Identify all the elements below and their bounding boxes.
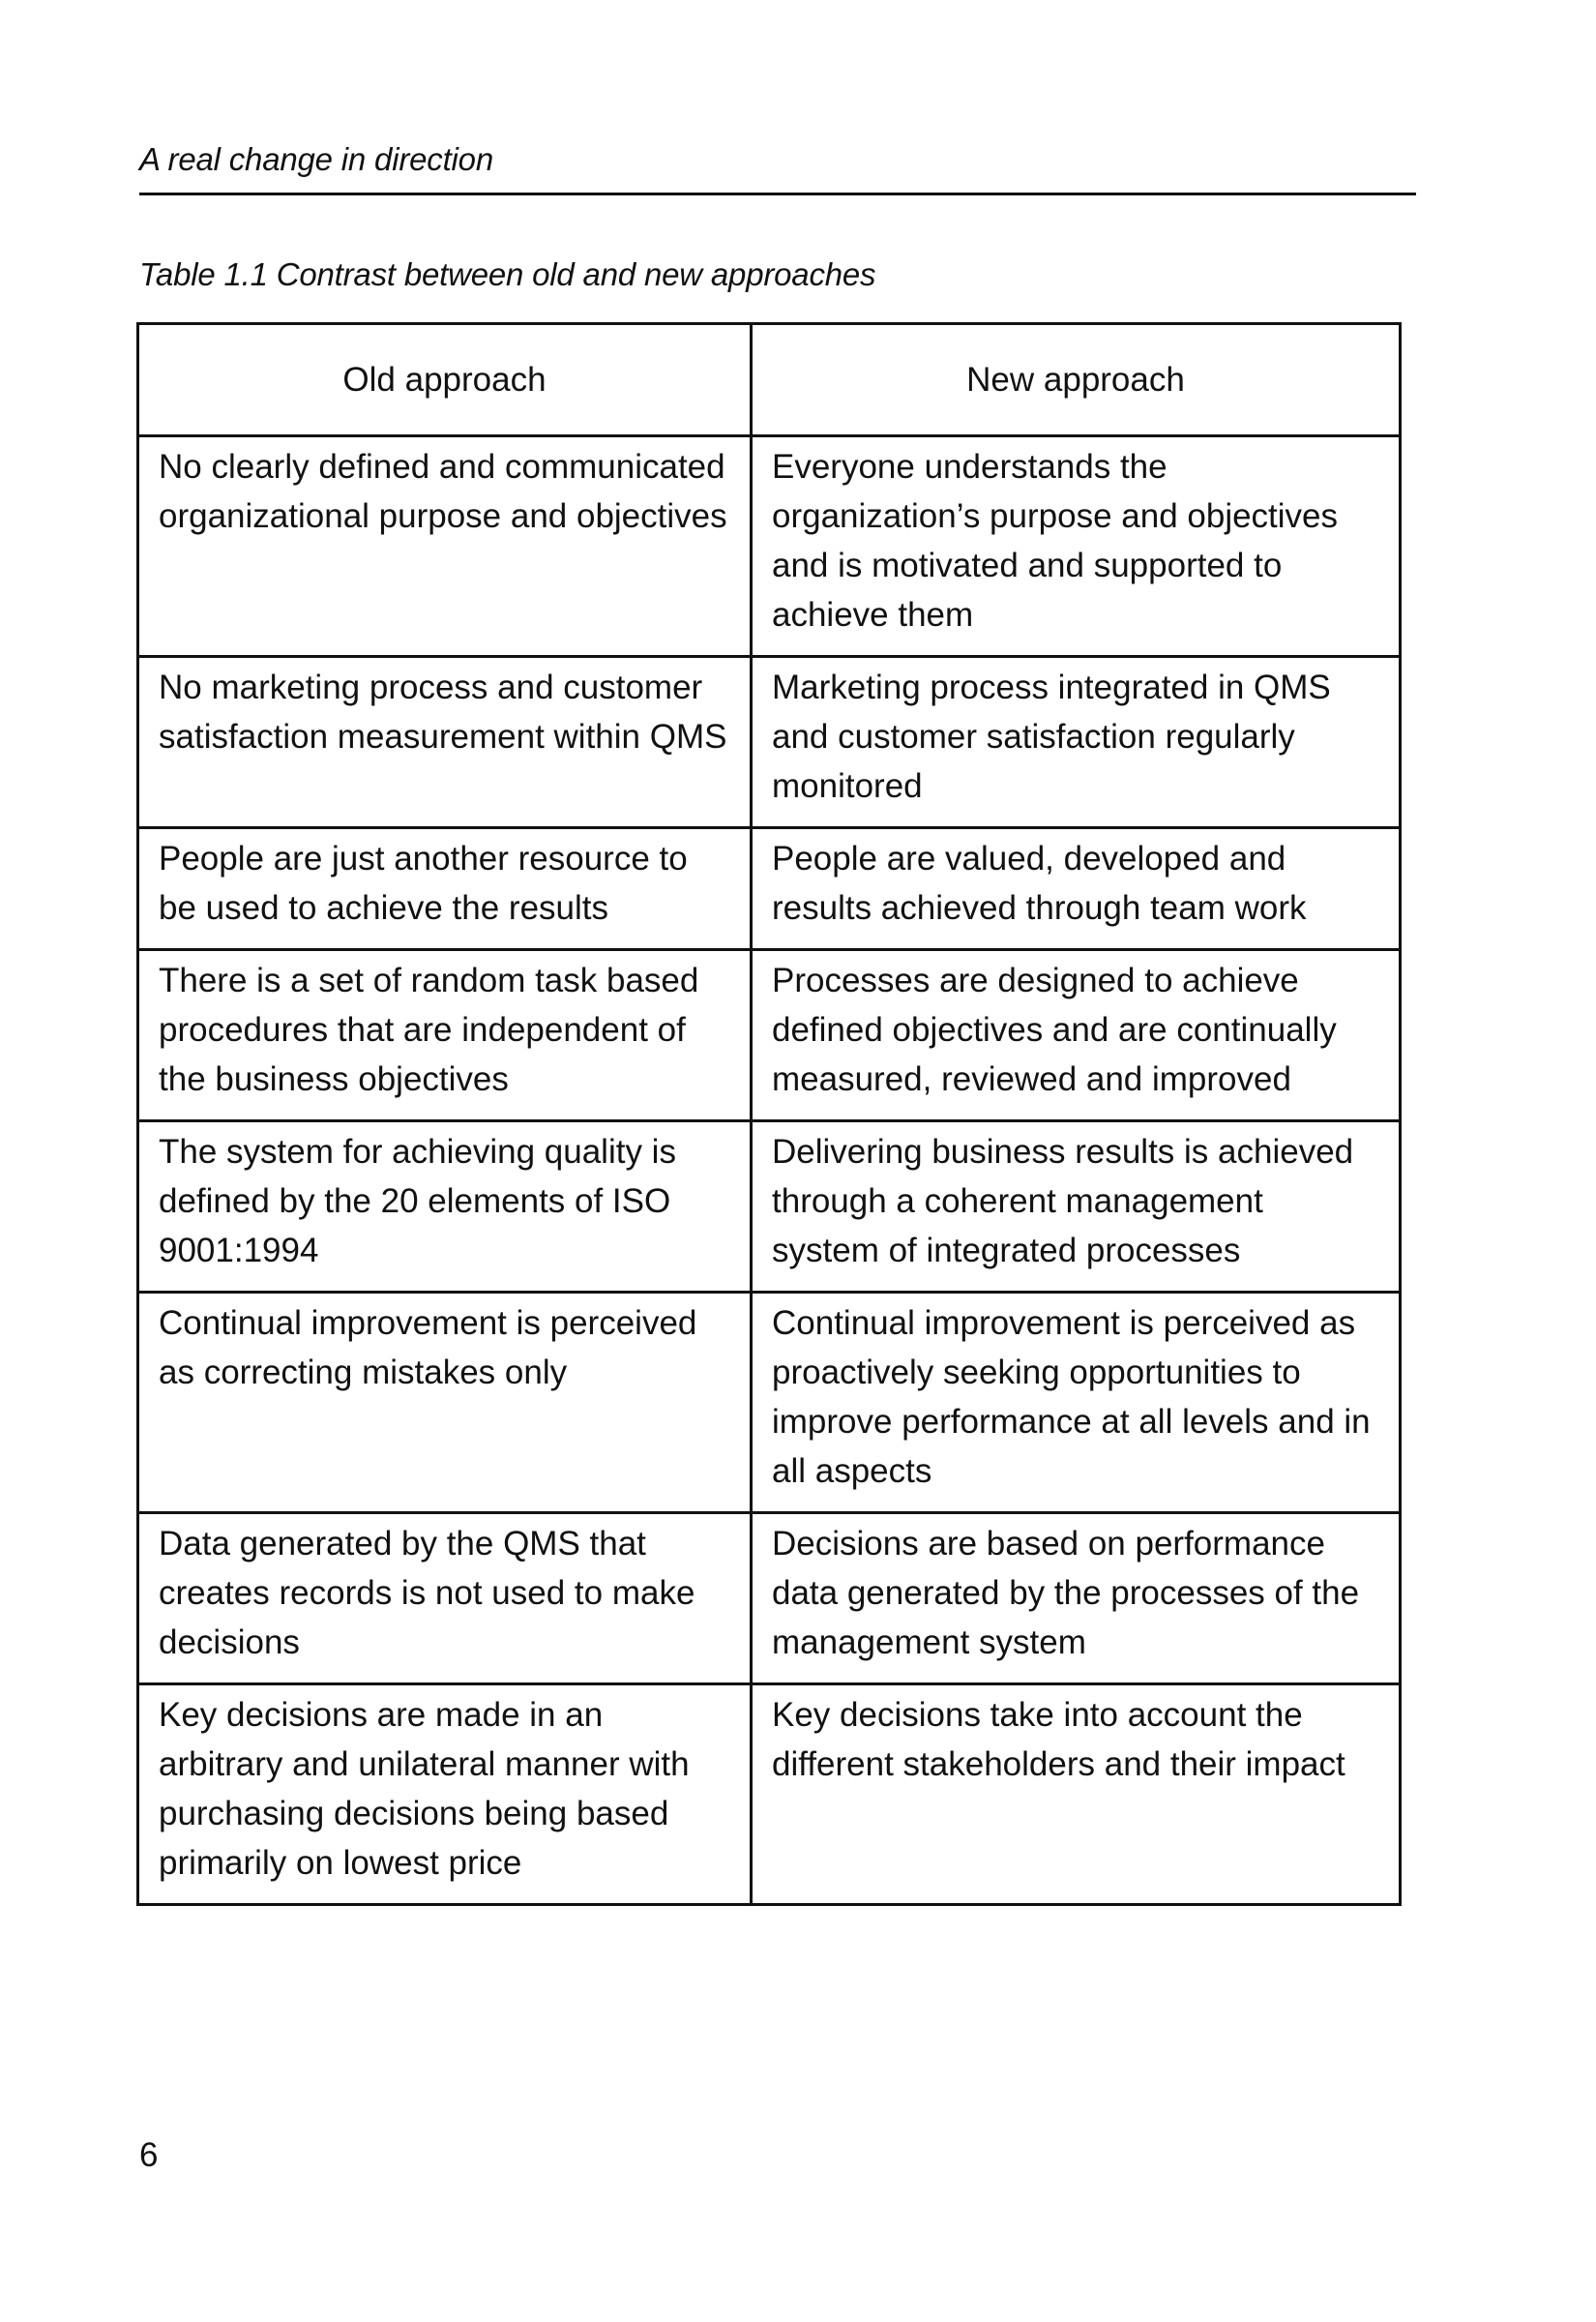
table-row	[138, 1513, 1401, 1684]
new-approach-cell: Decisions are based on performance data generated by the processes of the management system	[752, 1513, 1401, 1684]
old-approach-cell: People are just another resource to be used to achieve the results	[138, 828, 752, 950]
header-rule	[139, 193, 1416, 195]
new-approach-cell: Delivering business results is achieved through a coherent management system of integrated processes	[752, 1121, 1401, 1293]
new-approach-cell: People are valued, developed and results achieved through team work	[752, 828, 1401, 950]
old-approach-cell: Data generated by the QMS that creates records is not used to make decisions	[138, 1513, 752, 1684]
table-caption: Table 1.1 Contrast between old and new approaches	[139, 256, 876, 292]
new-approach-cell: Continual improvement is perceived as proactively seeking opportunities to improve performance at all levels and in all aspects	[752, 1293, 1401, 1513]
table-row	[138, 1293, 1401, 1513]
new-approach-cell: Marketing process integrated in QMS and customer satisfaction regularly monitored	[752, 657, 1401, 828]
old-approach-cell: The system for achieving quality is defined by the 20 elements of ISO 9001:1994	[138, 1121, 752, 1293]
running-head: A real change in direction	[139, 141, 493, 177]
table-header-row	[138, 324, 1401, 436]
old-approach-cell: There is a set of random task based procedures that are independent of the business objectives	[138, 950, 752, 1121]
table-row	[138, 436, 1401, 657]
header-new-approach: New approach	[752, 324, 1401, 436]
contrast-table	[136, 322, 1402, 1906]
new-approach-cell: Everyone understands the organization’s purpose and objectives and is motivated and supported to achieve them	[752, 436, 1401, 657]
new-approach-cell: Key decisions take into account the different stakeholders and their impact	[752, 1684, 1401, 1905]
header-old-approach: Old approach	[138, 324, 752, 436]
table-row	[138, 1121, 1401, 1293]
new-approach-cell: Processes are designed to achieve defined objectives and are continually measured, reviewed and improved	[752, 950, 1401, 1121]
table-row	[138, 1684, 1401, 1905]
old-approach-cell: No marketing process and customer satisfaction measurement within QMS	[138, 657, 752, 828]
table-row	[138, 950, 1401, 1121]
table-row	[138, 828, 1401, 950]
old-approach-cell: Continual improvement is perceived as correcting mistakes only	[138, 1293, 752, 1513]
old-approach-cell: No clearly defined and communicated organizational purpose and objectives	[138, 436, 752, 657]
old-approach-cell: Key decisions are made in an arbitrary and unilateral manner with purchasing decisions being based primarily on lowest price	[138, 1684, 752, 1905]
table-row	[138, 657, 1401, 828]
page-number: 6	[139, 2136, 159, 2174]
